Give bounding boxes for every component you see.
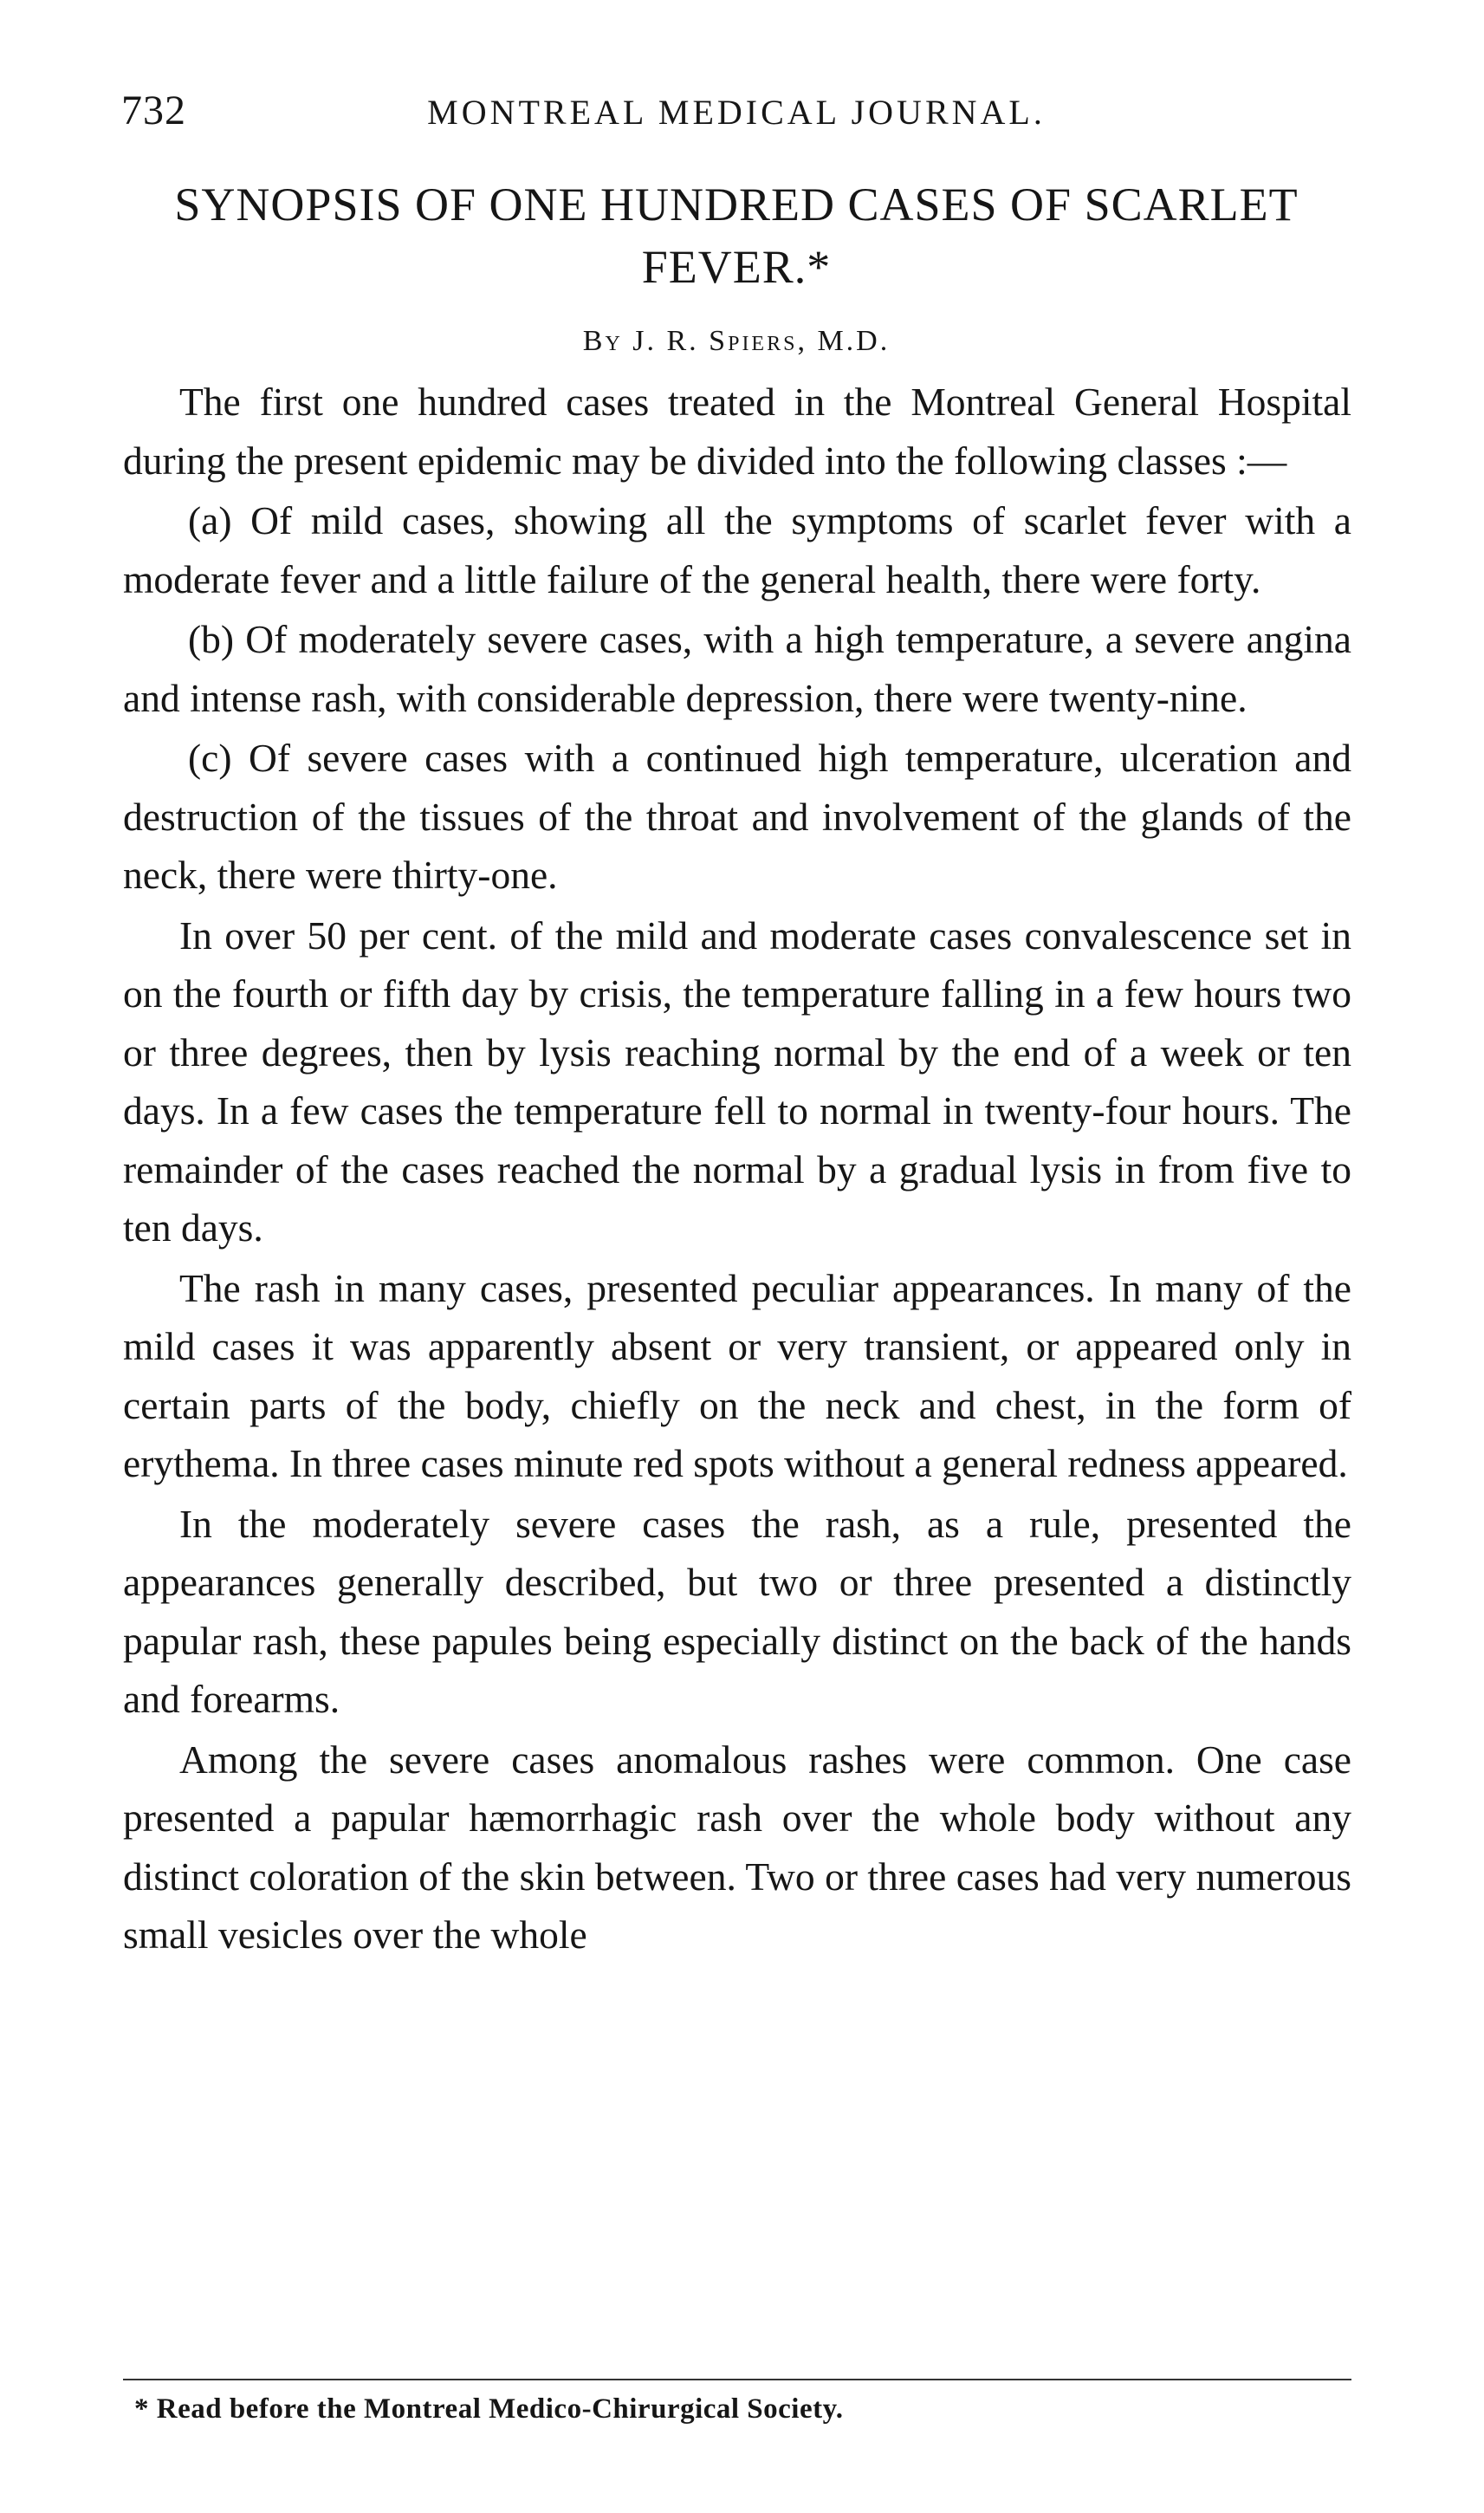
paragraph-rash-severe: Among the severe cases anomalous rashes were common. One case presented a papular hæmorrhagic rash over the whole body without any distinct coloration of the skin between. Two or three cases had very numerous small vesicles over the whole — [123, 1737, 1351, 1957]
page-number: 732 — [121, 88, 186, 133]
article-title: SYNOPSIS OF ONE HUNDRED CASES OF SCARLET FEVER.* — [174, 179, 1299, 293]
paragraph-rash-mild: The rash in many cases, presented peculiar appearances. In many of the mild cases it was apparently absent or very transient, or appeared only in certain parts of the body, chiefly on the neck and chest, in the form of erythema. In three cases minute red spots without a general redness appeared. — [123, 1265, 1351, 1485]
paragraph-rash-moderate: In the moderately severe cases the rash, as a rule, presented the appearances generally described, but two or three presented a distinctly papular rash, these papules being especially distinct on the back of the hands and forearms. — [123, 1501, 1351, 1721]
journal-title: MONTREAL MEDICAL JOURNAL. — [427, 93, 1046, 132]
paragraph-class-a: (a) Of mild cases, showing all the symptoms of scarlet fever with a moderate fever and a little failure of the general health, there were forty. — [123, 498, 1351, 601]
paragraph-class-b: (b) Of moderately severe cases, with a high temperature, a severe angina and intense rash, with considerable depression, there were twenty-nine. — [123, 617, 1351, 720]
article-body — [123, 373, 1351, 1966]
paragraph-convalescence: In over 50 per cent. of the mild and moderate cases convalescence set in on the fourth or fifth day by crisis, the temperature falling in a few hours two or three degrees, then by lysis reaching normal by the end of a week or ten days. In a few cases the temperature fell to normal in twenty-four hours. The remainder of the cases reached the normal by a gradual lysis in from five to ten days. — [123, 912, 1351, 1250]
footnote-rule — [123, 2379, 1351, 2380]
byline: By J. R. Spiers, M.D. — [582, 325, 891, 357]
paragraph-intro: The first one hundred cases treated in the Montreal General Hospital during the present epidemic may be divided into the following classes :— — [123, 380, 1351, 483]
running-head — [121, 87, 1351, 139]
paragraph-class-c: (c) Of severe cases with a continued high temperature, ulceration and destruction of the tissues of the throat and involvement of the glands of the neck, there were thirty-one. — [123, 736, 1351, 897]
footnote: * Read before the Montreal Medico-Chirurgical Society. — [134, 2393, 844, 2425]
